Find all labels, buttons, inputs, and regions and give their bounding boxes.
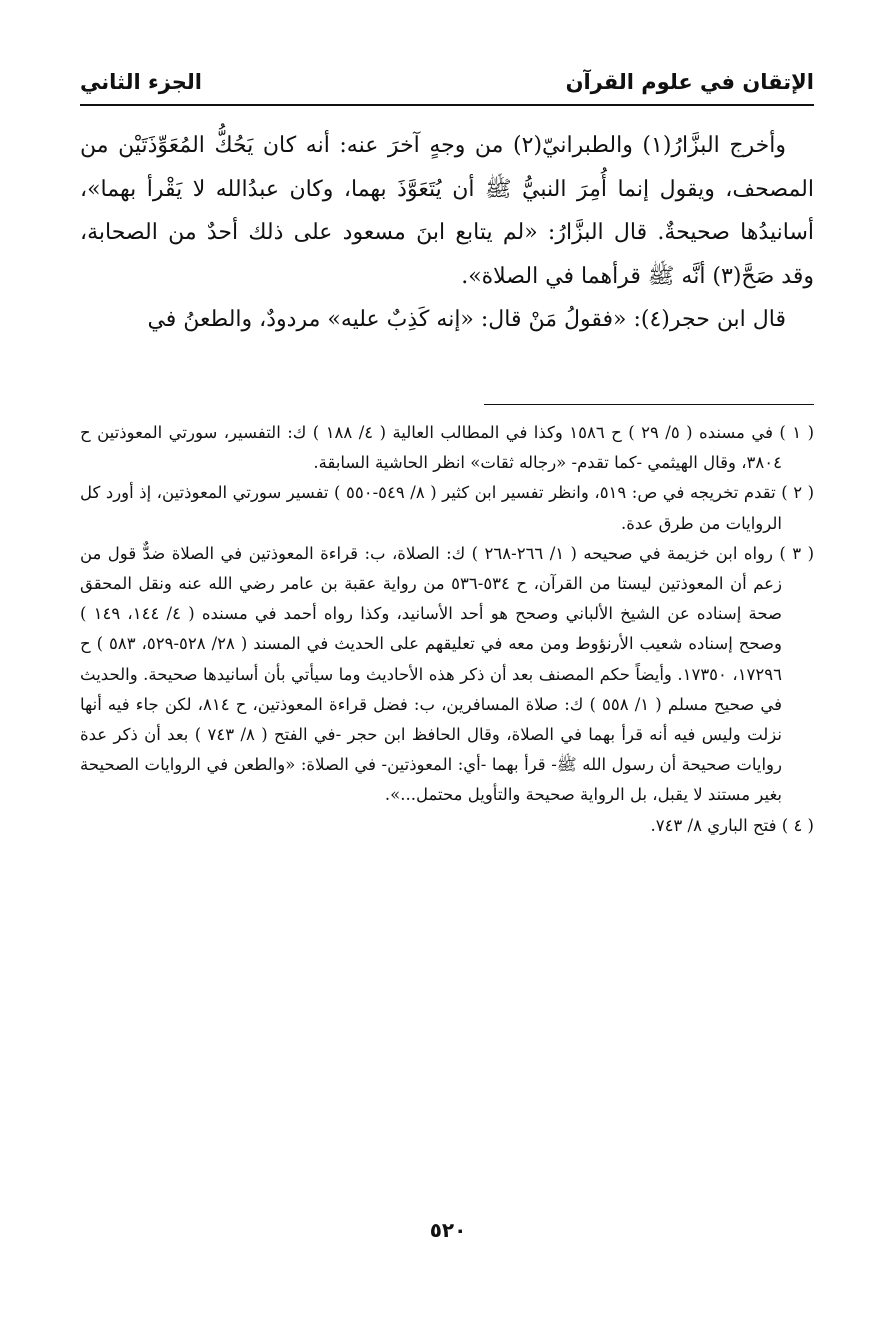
header-rule [80, 104, 814, 106]
volume-label: الجزء الثاني [80, 70, 203, 94]
main-text [80, 124, 814, 342]
book-title: الإتقان في علوم القرآن [565, 70, 814, 94]
footnote-1 [80, 418, 814, 478]
footnote-4 [80, 811, 814, 841]
footnote-4-number: ( ٤ ) [781, 815, 814, 835]
footnote-2-text: تقدم تخريجه في ص: ٥١٩، وانظر تفسير ابن كثير ( ٨/ ٥٤٩-٥٥٠ ) تفسير سورتي المعوذتين، إذ أورد كل الروايات من طرق عدة. [80, 483, 782, 533]
footnote-2-number: ( ٢ ) [781, 483, 815, 503]
footnote-1-number: ( ١ ) [779, 423, 815, 442]
footnote-2 [80, 478, 814, 538]
page-number: ٥٢٠ [429, 1218, 467, 1242]
footnote-3-number: ( ٣ ) [779, 543, 815, 563]
main-paragraph-1: وأخرج البزَّارُ(١) والطبرانيّ(٢) من وجهٍ آخرَ عنه: أنه كان يَحُكُّ المُعَوِّذَتَيْن من المصحف، ويقول إنما أُمِرَ النبيُّ ﷺ أن يُتَعَوَّذَ بهما، وكان عبدُالله لا يَقْرأ بهما»، أسانيدُها صحيحةٌ. قال البزَّارُ: «لم يتابع ابنَ مسعود على ذلك أحدٌ من الصحابة، وقد صَحَّ(٣) أنَّه ﷺ قرأهما في الصلاة». [80, 133, 814, 289]
footnote-rule [484, 404, 814, 405]
page-header [80, 62, 814, 102]
footnote-3 [80, 539, 814, 811]
footnote-4-text: فتح الباري ٨/ ٧٤٣. [650, 815, 777, 835]
footnote-1-text: في مسنده ( ٥/ ٢٩ ) ح ١٥٨٦ وكذا في المطالب العالية ( ٤/ ١٨٨ ) ك: التفسير، سورتي المعوذتين ح ٣٨٠٤، وقال الهيثمي -كما تقدم- «رجاله ثقات» انظر الحاشية السابقة. [80, 423, 782, 473]
main-paragraph-2: قال ابن حجر(٤): «فقولُ مَنْ قال: «إنه كَذِبٌ عليه» مردودٌ، والطعنُ في [147, 307, 786, 332]
footnote-3-text: رواه ابن خزيمة في صحيحه ( ١/ ٢٦٦-٢٦٨ ) ك: الصلاة، ب: قراءة المعوذتين في الصلاة ضدٌّ قول من زعم أن المعوذتين ليستا من القرآن، ح ٥٣٤-٥٣٦ من رواية عقبة بن عامر رضي الله عنه ونقل المحقق صحة إسناده عن الشيخ الألباني وصحح هو أحد الأسانيد، وكذا رواه أحمد في مسنده ( ٤/ ١٤٤، ١٤٩ ) وصحح إسناده شعيب الأرنؤوط ومن معه في تعليقهم على الحديث في المسند ( ٢٨/ ٥٢٨-٥٢٩، ٥٨٣ ) ح ١٧٢٩٦، ١٧٣٥٠. وأيضاً حكم المصنف بعد أن ذكر هذه الأحاديث وما سيأتي بأن أسانيدها صحيحة. والحديث في صحيح مسلم ( ١/ ٥٥٨ ) ك: صلاة المسافرين، ب: فضل قراءة المعوذتين، ح ٨١٤، لكن جاء فيه أنها نزلت وليس فيه أنه قرأ بهما في الصلاة، وقال الحافظ ابن حجر -في الفتح ( ٨/ ٧٤٣ ) بعد أن ذكر عدة روايات صحيحة أن رسول الله ﷺ- قرأ بهما -أي: المعوذتين- في الصلاة: «والطعن في الروايات الصحيحة بغير مستند لا يقبل، بل الرواية صحيحة والتأويل محتمل...». [80, 543, 783, 805]
footnotes [80, 418, 814, 841]
